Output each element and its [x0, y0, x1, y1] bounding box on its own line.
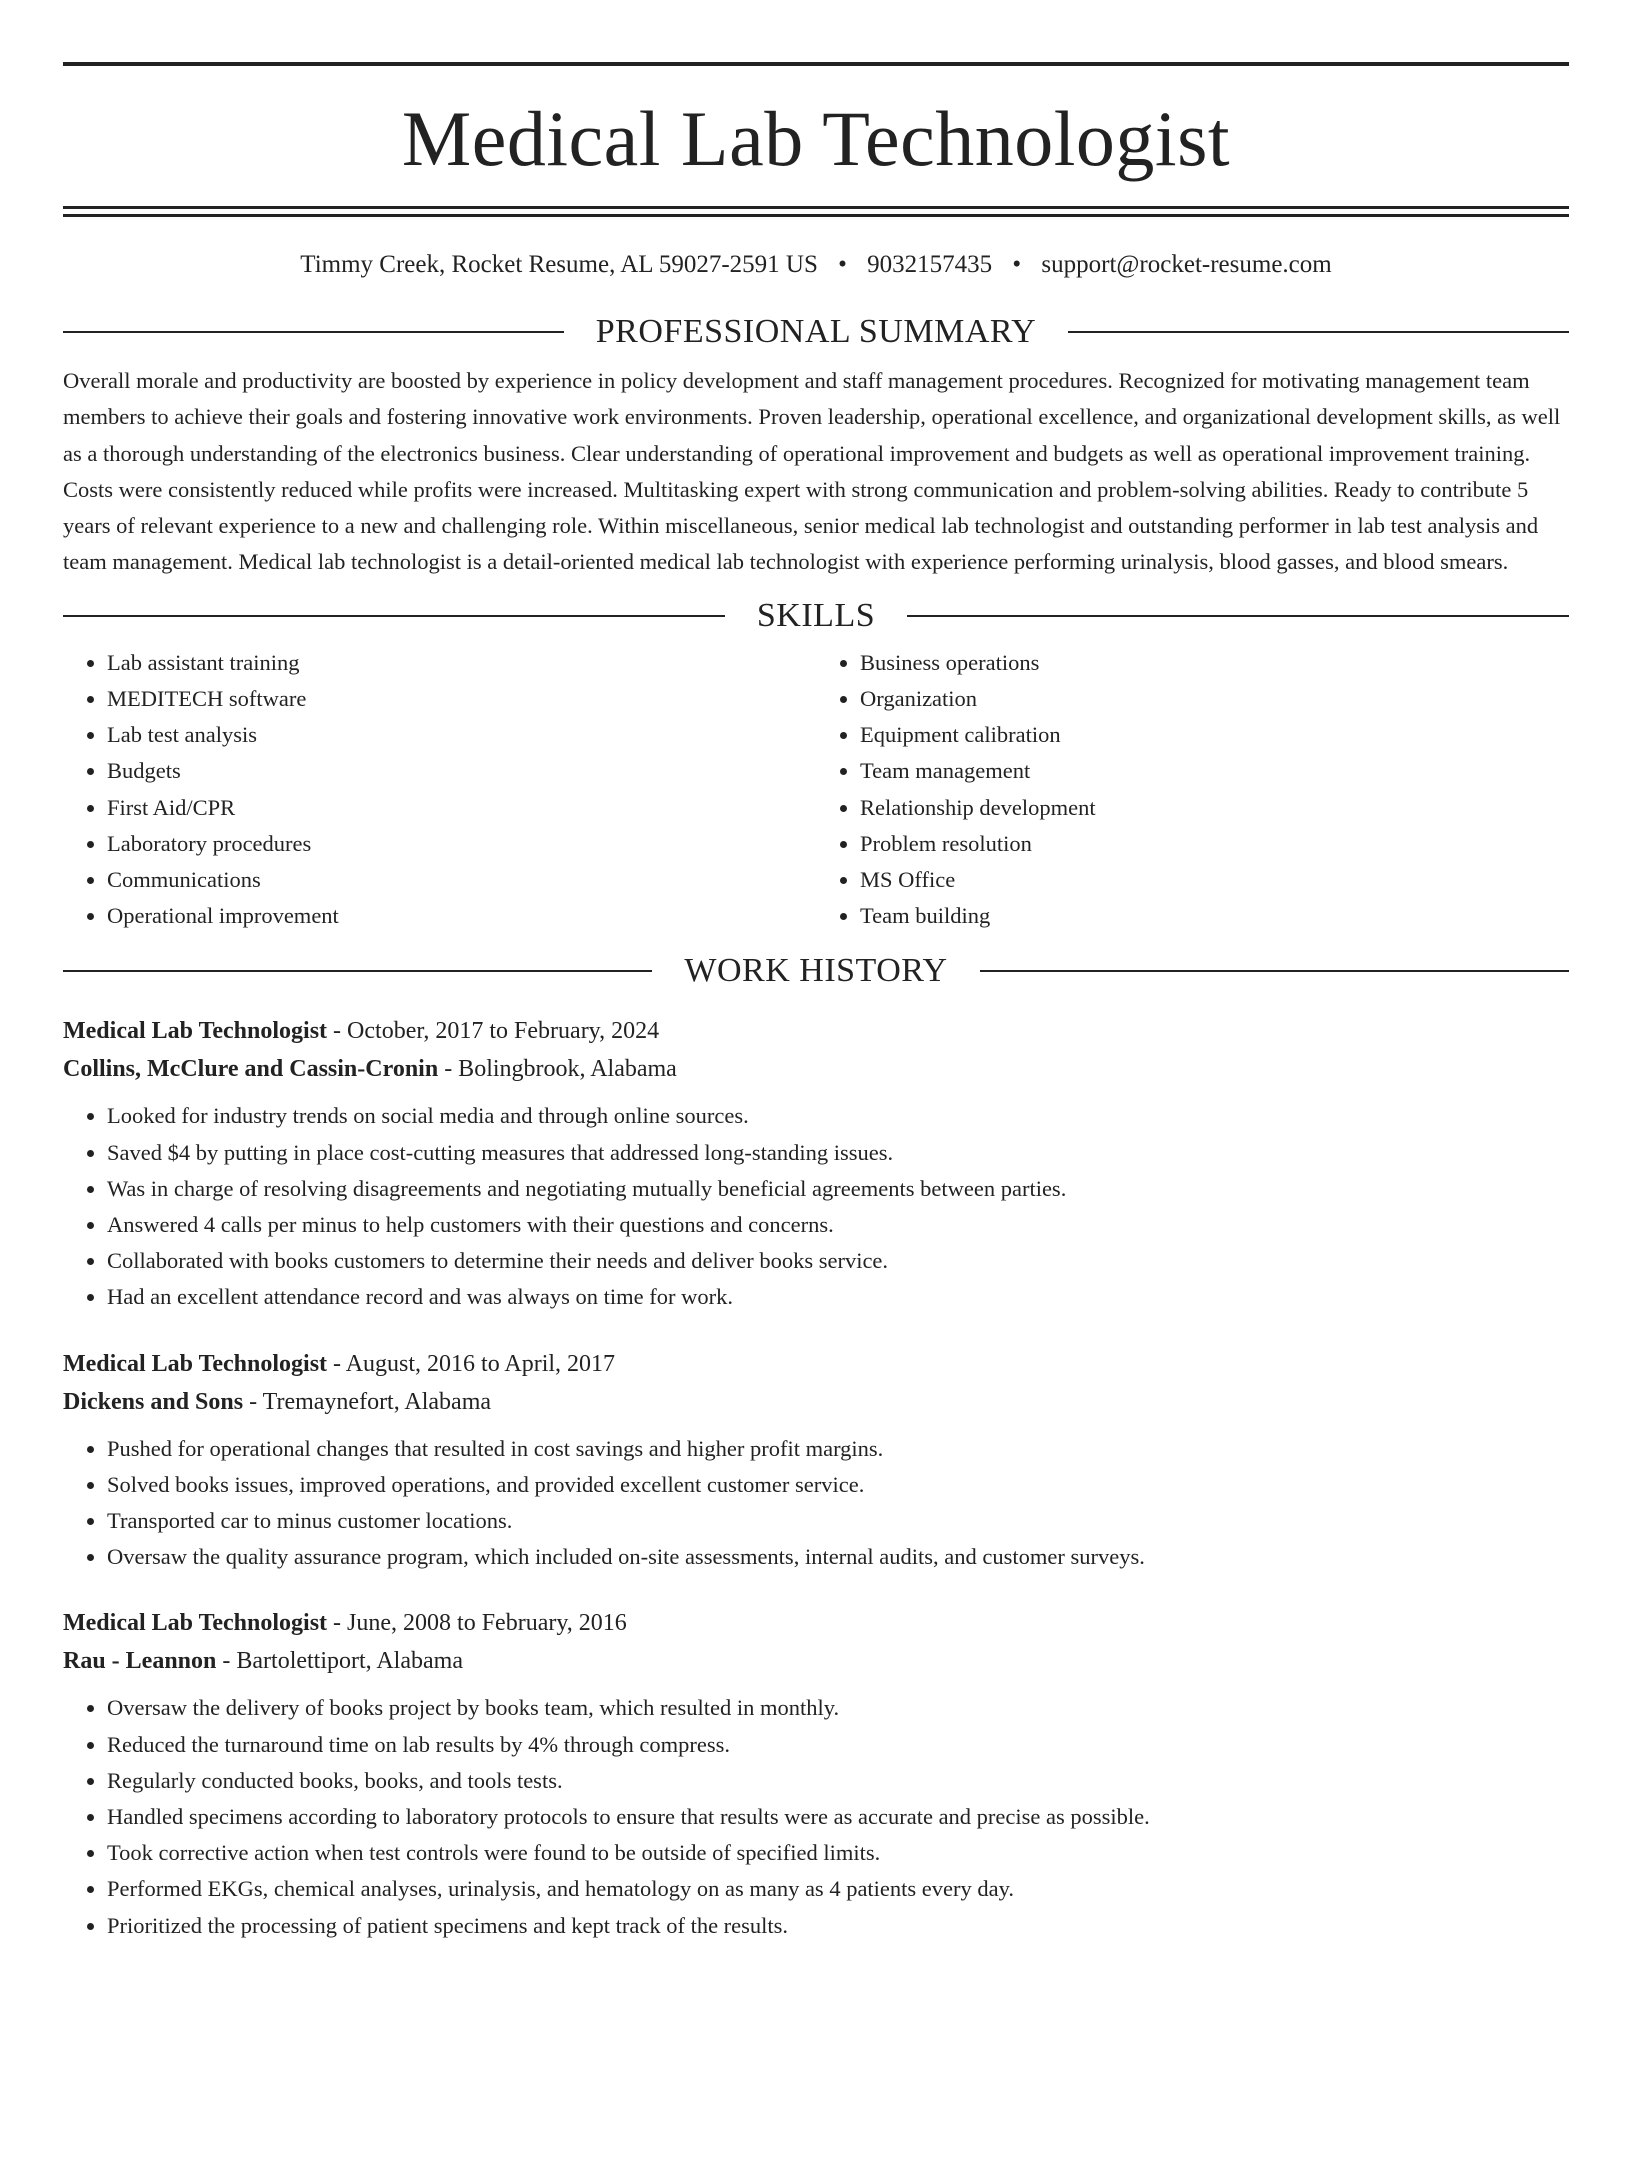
contact-separator: • [1012, 251, 1022, 278]
job-bullet: • Was in charge of resolving disagreements and negotiating mutually beneficial agreements between parties. [107, 1171, 1569, 1207]
job-bullet: • Transported car to minus customer locations. [107, 1503, 1569, 1539]
contact-phone: 9032157435 [867, 251, 993, 278]
skill-item: • Lab assistant training [107, 645, 816, 681]
heading-rule-left [63, 970, 652, 972]
contact-email[interactable]: support@rocket-resume.com [1041, 251, 1332, 278]
contact-address: Timmy Creek, Rocket Resume, AL 59027-2591 US [300, 251, 818, 278]
job-bullet: • Pushed for operational changes that resulted in cost savings and higher profit margins. [107, 1431, 1569, 1467]
job-bullets [63, 1431, 1569, 1576]
job-company: Dickens and Sons [63, 1388, 244, 1415]
skill-item: • Communications [107, 862, 816, 898]
heading-rule-right [907, 615, 1569, 617]
skills-list [63, 645, 1569, 935]
skill-item: • Business operations [860, 645, 1569, 681]
skill-item: • MEDITECH software [107, 681, 816, 717]
job-title-line [63, 1012, 1569, 1050]
summary-heading [63, 307, 1569, 357]
job-title-line [63, 1345, 1569, 1383]
skills-heading-title: SKILLS [756, 596, 876, 634]
heading-rule-left [63, 615, 725, 617]
work-heading-title: WORK HISTORY [684, 952, 948, 990]
skills-column-left [63, 645, 816, 935]
skills-column-right [816, 645, 1569, 935]
job-bullet: • Answered 4 calls per minus to help customers with their questions and concerns. [107, 1207, 1569, 1243]
heading-rule-left [63, 331, 564, 333]
job-location: - Bartolettiport, Alabama [216, 1648, 463, 1675]
job-company-line [63, 1050, 1569, 1088]
heading-rule-right [980, 970, 1569, 972]
job-bullets [63, 1690, 1569, 1943]
job-bullet: • Looked for industry trends on social media and through online sources. [107, 1098, 1569, 1134]
double-rule [63, 206, 1569, 217]
job-entry [63, 1012, 1569, 1315]
job-entry [63, 1604, 1569, 1943]
skill-item: • Budgets [107, 753, 816, 789]
job-company: Collins, McClure and Cassin-Cronin [63, 1056, 439, 1083]
job-bullet: • Collaborated with books customers to determine their needs and deliver books service. [107, 1243, 1569, 1279]
job-bullet: • Oversaw the quality assurance program, which included on-site assessments, internal audits, and customer surveys. [107, 1539, 1569, 1575]
job-bullets [63, 1098, 1569, 1315]
job-bullet: • Prioritized the processing of patient specimens and kept track of the results. [107, 1908, 1569, 1944]
job-bullet: • Reduced the turnaround time on lab results by 4% through compress. [107, 1727, 1569, 1763]
job-company-line [63, 1383, 1569, 1421]
skill-item: • First Aid/CPR [107, 790, 816, 826]
job-bullet: • Regularly conducted books, books, and tools tests. [107, 1763, 1569, 1799]
job-location: - Tremaynefort, Alabama [243, 1388, 492, 1415]
job-dates: - October, 2017 to February, 2024 [327, 1018, 660, 1045]
job-company-line [63, 1642, 1569, 1680]
job-bullet: • Oversaw the delivery of books project by books team, which resulted in monthly. [107, 1690, 1569, 1726]
job-entry [63, 1345, 1569, 1576]
skills-heading [63, 591, 1569, 641]
heading-rule-right [1068, 331, 1569, 333]
summary-heading-title: PROFESSIONAL SUMMARY [595, 313, 1037, 350]
skill-item: • Relationship development [860, 790, 1569, 826]
skill-item: • Organization [860, 681, 1569, 717]
skill-item: • Equipment calibration [860, 717, 1569, 753]
job-company: Rau - Leannon [63, 1648, 217, 1675]
job-title: Medical Lab Technologist [63, 1018, 328, 1045]
skill-item: • Team building [860, 898, 1569, 934]
job-bullet: • Saved $4 by putting in place cost-cutting measures that addressed long-standing issues. [107, 1135, 1569, 1171]
job-bullet: • Handled specimens according to laboratory protocols to ensure that results were as accurate and precise as possible. [107, 1799, 1569, 1835]
skill-item: • Laboratory procedures [107, 826, 816, 862]
contact-separator: • [838, 251, 847, 278]
job-location: - Bolingbrook, Alabama [438, 1056, 677, 1083]
skill-item: • Team management [860, 753, 1569, 789]
skill-item: • Lab test analysis [107, 717, 816, 753]
resume-page [0, 62, 1632, 2174]
job-bullet: • Solved books issues, improved operations, and provided excellent customer service. [107, 1467, 1569, 1503]
job-bullet: • Had an excellent attendance record and was always on time for work. [107, 1279, 1569, 1315]
work-heading [63, 946, 1569, 996]
skill-item: • Operational improvement [107, 898, 816, 934]
job-bullet: • Took corrective action when test controls were found to be outside of specified limits. [107, 1835, 1569, 1871]
job-bullet: • Performed EKGs, chemical analyses, urinalysis, and hematology on as many as 4 patients every day. [107, 1871, 1569, 1907]
job-dates: - August, 2016 to April, 2017 [327, 1350, 616, 1377]
summary-text: Overall morale and productivity are boosted by experience in policy development and staff management procedures. Recognized for motivating management team members to achieve their goals and fostering innovative work environments. Proven leadership, operational excellence, and organizational development skills, as well as a thorough understanding of the electronics business. Clear understanding of operational improvement and budgets as well as operational improvement training. Costs were consistently reduced while profits were increased. Multitasking expert with strong communication and problem-solving abilities. Ready to contribute 5 years of relevant experience to a new and challenging role. Within miscellaneous, senior medical lab technologist and outstanding performer in lab test analysis and team management. Medical lab technologist is a detail-oriented medical lab technologist with experience performing urinalysis, blood gasses, and blood smears. [63, 368, 1561, 575]
job-title: Medical Lab Technologist [63, 1350, 328, 1377]
job-title-line [63, 1604, 1569, 1642]
job-title: Medical Lab Technologist [63, 1610, 328, 1637]
contact-line [63, 245, 1569, 285]
top-rule [63, 62, 1569, 66]
skill-item: • MS Office [860, 862, 1569, 898]
resume-name: Medical Lab Technologist [401, 95, 1231, 182]
job-dates: - June, 2008 to February, 2016 [327, 1610, 627, 1637]
skill-item: • Problem resolution [860, 826, 1569, 862]
